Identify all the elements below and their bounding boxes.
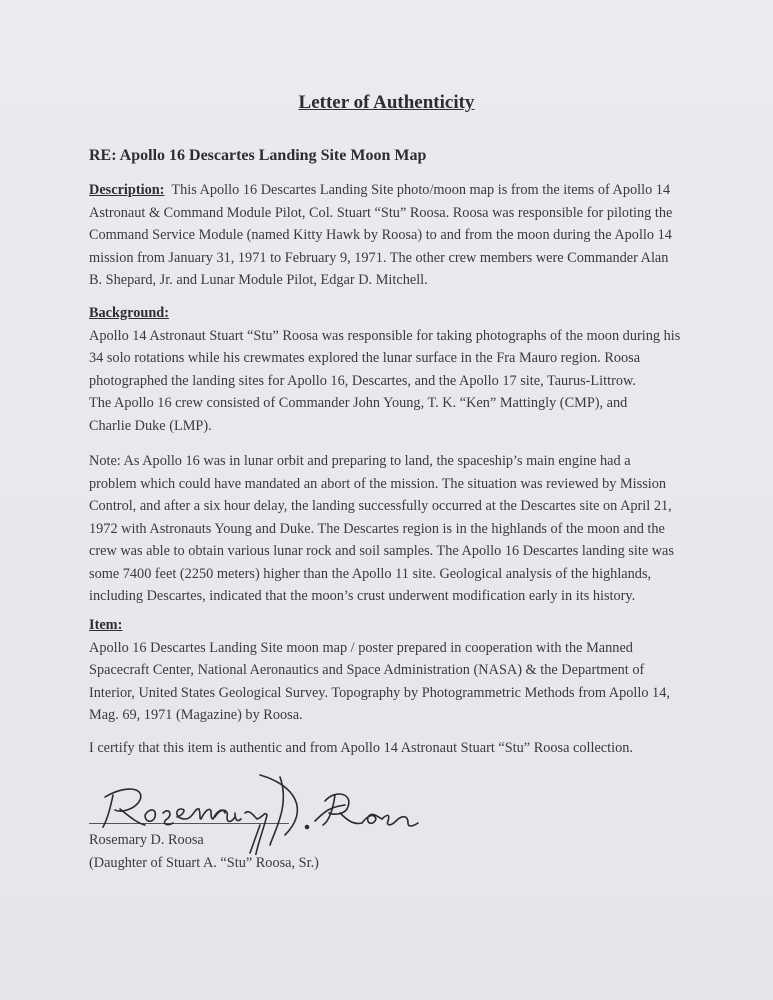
description-line: B. Shepard, Jr. and Lunar Module Pilot, Edgar D. Mitchell. xyxy=(89,272,428,288)
item-section xyxy=(89,614,670,727)
background-line: Charlie Duke (LMP). xyxy=(89,417,212,434)
page-title: Letter of Authenticity xyxy=(298,92,475,113)
note-line: crew was able to obtain various lunar rock and soil samples. The Apollo 16 Descartes landing site was xyxy=(89,543,674,559)
signatory-relation: (Daughter of Stuart A. “Stu” Roosa, Sr.) xyxy=(89,854,319,871)
note-line: including Descartes, indicated that the moon’s crust underwent modification early in its history. xyxy=(89,588,636,604)
description-section xyxy=(89,179,672,292)
item-heading: Item: xyxy=(89,617,123,633)
note-line: Control, and after a six hour delay, the landing successfully occurred at the Descartes site on April 21, xyxy=(89,498,672,514)
description-line: Astronaut & Command Module Pilot, Col. Stuart “Stu” Roosa. Roosa was responsible for piloting the xyxy=(89,204,673,221)
certify-text: I certify that this item is authentic and from Apollo 14 Astronaut Stuart “Stu” Roosa collection. xyxy=(89,740,633,756)
note-line: problem which could have mandated an abort of the mission. The situation was reviewed by Mission xyxy=(89,475,667,492)
item-line: Interior, United States Geological Survey. Topography by Photogrammetric Methods from Apollo 14, xyxy=(89,684,670,701)
description-line: mission from January 31, 1971 to February 9, 1971. The other crew members were Commander Alan xyxy=(89,249,669,266)
item-line: Spacecraft Center, National Aeronautics and Space Administration (NASA) & the Department of xyxy=(89,662,645,678)
background-section xyxy=(89,302,680,437)
description-heading: Description: xyxy=(89,182,165,198)
note-line: Note: As Apollo 16 was in lunar orbit and preparing to land, the spaceship’s main engine had a xyxy=(89,453,631,469)
signatory-name: Rosemary D. Roosa xyxy=(89,832,204,848)
description-line: This Apollo 16 Descartes Landing Site photo/moon map is from the items of Apollo 14 xyxy=(164,182,671,198)
note-line: some 7400 feet (2250 meters) higher than the Apollo 11 site. Geological analysis of the highlands, xyxy=(89,565,652,582)
note-line: 1972 with Astronauts Young and Duke. The Descartes region is in the highlands of the moon and the xyxy=(89,520,665,537)
item-line: Mag. 69, 1971 (Magazine) by Roosa. xyxy=(89,707,303,723)
description-line: Command Service Module (named Kitty Hawk by Roosa) to and from the moon during the Apollo 14 xyxy=(89,227,672,243)
background-line: The Apollo 16 crew consisted of Commander John Young, T. K. “Ken” Mattingly (CMP), and xyxy=(89,395,628,411)
background-line: Apollo 14 Astronaut Stuart “Stu” Roosa was responsible for taking photographs of the moon during his xyxy=(89,327,681,344)
background-line: 34 solo rotations while his crewmates explored the lunar surface in the Fra Mauro region. Roosa xyxy=(89,350,641,366)
note-section xyxy=(89,450,674,608)
background-line: photographed the landing sites for Apollo 16, Descartes, and the Apollo 17 site, Taurus-Littrow. xyxy=(89,372,636,389)
background-heading: Background: xyxy=(89,305,169,321)
subject-line: RE: Apollo 16 Descartes Landing Site Moon Map xyxy=(89,147,427,164)
item-line: Apollo 16 Descartes Landing Site moon map / poster prepared in cooperation with the Manned xyxy=(89,639,633,656)
signatory-block xyxy=(89,829,319,874)
certification xyxy=(89,737,633,760)
